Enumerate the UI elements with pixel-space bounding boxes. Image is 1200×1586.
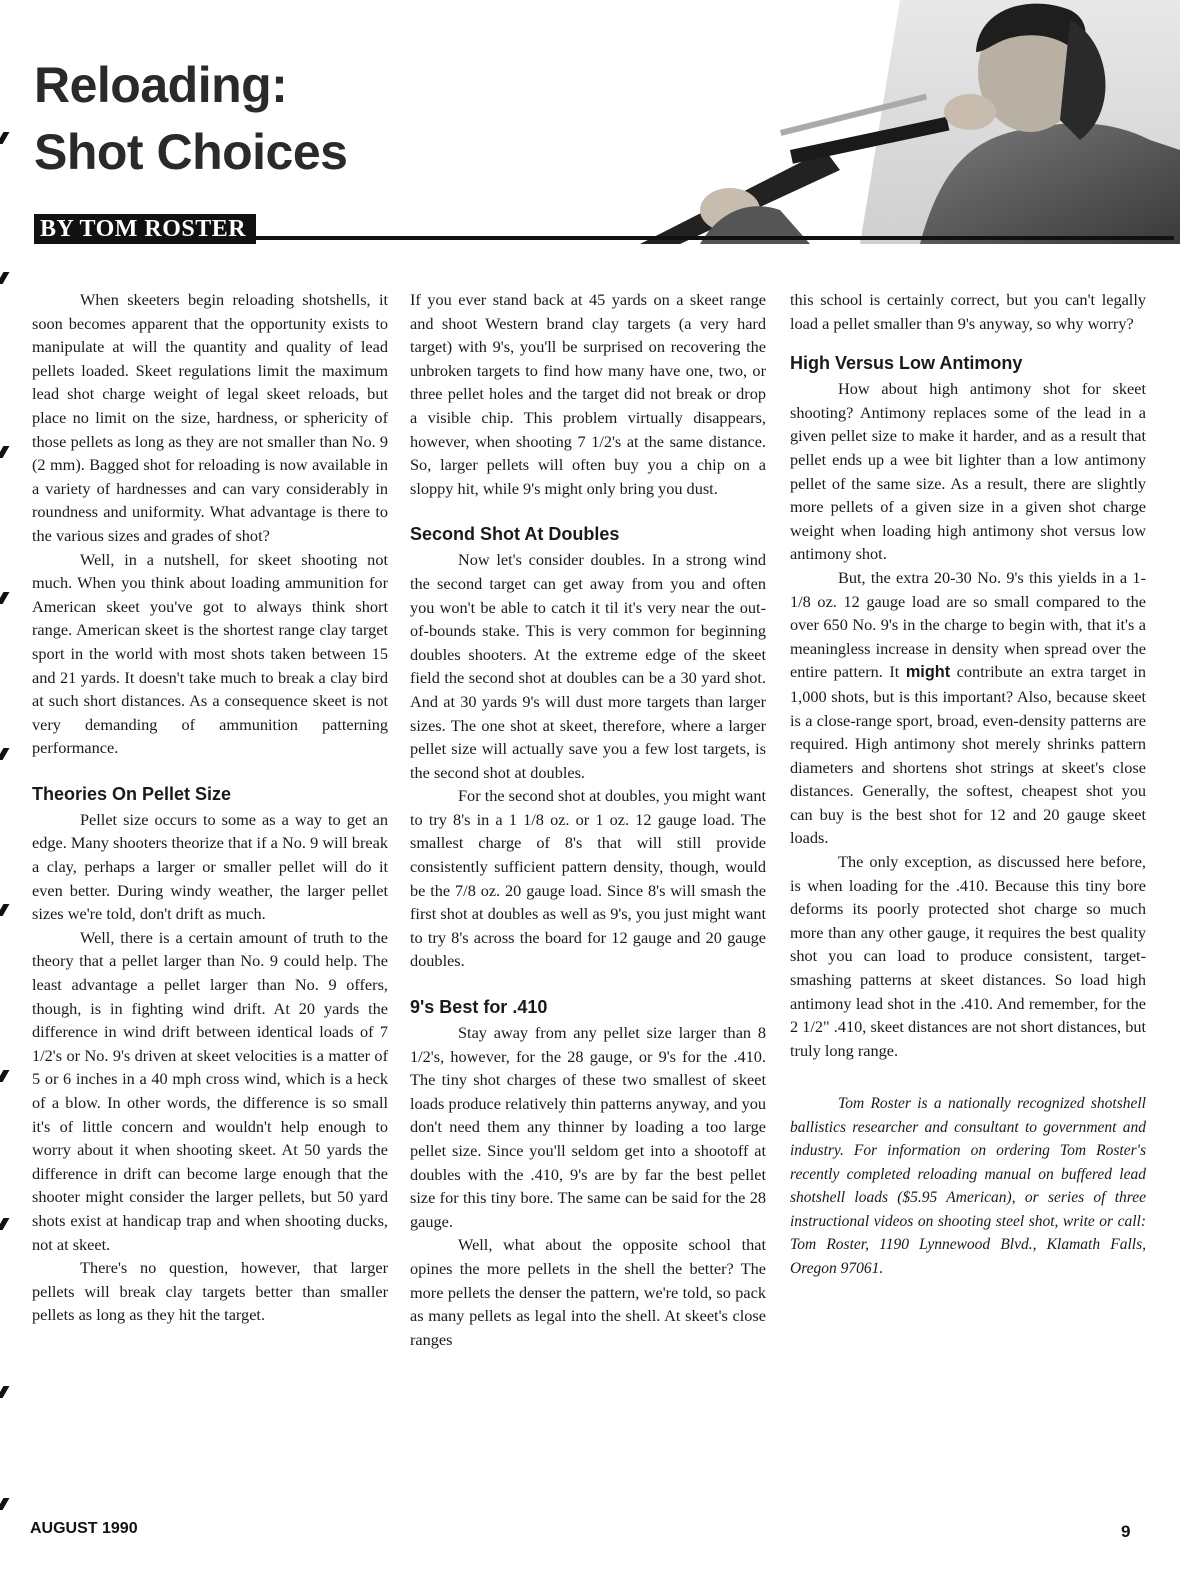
author-bio: Tom Roster is a nationally recognized shotshell ballistics researcher and consultant to government and industry. For information on ordering Tom Roster's recently completed reloading manual on buffered lead shotshell loads ($5.95 American), or series of three instructional videos on shooting steel shot, write or call: Tom Roster, 1190 Lynnewood Blvd., Klamath Falls, Oregon 97061. [790, 1095, 1146, 1277]
paragraph: If you ever stand back at 45 yards on a skeet range and shoot Western brand clay targets (a very hard target) with 9's, you'll be surprised on recovering the unbroken targets to find how many have one, two, or three pellet holes and the target did not break or drop a visible chip. This problem virtually disappears, however, when shooting 7 1/2's at the same distance. So, larger pellets will often buy you a chip on a sloppy hit, while 9's might only bring you dust. [410, 290, 766, 498]
paragraph [790, 566, 1146, 850]
column-3 [790, 288, 1146, 1280]
section-heading: Theories On Pellet Size [32, 783, 232, 804]
article-title [34, 52, 347, 186]
margin-mark [0, 1386, 9, 1398]
section-heading: 9's Best for .410 [410, 997, 548, 1018]
paragraph: Well, in a nutshell, for skeet shooting not much. When you think about loading ammunition for American skeet you've got to always think short range. American skeet is the shortest range clay target sport in the world with most shots taken between 15 and 21 yards. It doesn't take much to break a clay bird at such short distances. As a consequence skeet is not very demanding of ammunition patterning performance. [32, 549, 388, 758]
byline: BY TOM ROSTER [34, 214, 256, 244]
margin-mark [0, 1498, 9, 1510]
text-run: But, the extra 20-30 No. 9's this yields in a 1-1/8 oz. 12 gauge load are so small compared to the over 650 No. 9's in the charge to begin with, that it's a meaningless increase in density when spread over the entire pattern. It [790, 567, 1146, 682]
paragraph: The only exception, as discussed here before, is when loading for the .410. Because this tiny bore deforms its poorly protected shot charge so much more than any other gauge, it requires the best quality shot you can load to produce consistent, target-smashing patterns at skeet distances. So load high antimony lead shot in the .410. And remember, for the 2 1/2" .410, skeet distances are not short distances, but truly long range. [790, 852, 1146, 1060]
margin-mark [0, 446, 9, 458]
paragraph: There's no question, however, that larger pellets will break clay targets better than smaller pellets as long as they hit the target. [32, 1258, 388, 1325]
paragraph: Stay away from any pellet size larger than 8 1/2's, however, for the 28 gauge, or 9's for the .410. The tiny shot charges of these two smallest of skeet loads produce relatively thin patterns anyway, and you don't need them any thinner by loading a too large pellet size. Since you'll seldom get into a shootoff at doubles with the .410, 9's are by far the best pellet size for this tiny bore. The same can be said for the 28 gauge. [410, 1023, 766, 1231]
margin-mark [0, 592, 9, 604]
title-line-1: Reloading: [34, 57, 288, 113]
paragraph: For the second shot at doubles, you might want to try 8's in a 1 1/8 oz. or 1 oz. 12 gauge load. The smallest charge of 8's that will still provide consistently sufficient pattern density, though, would be the 7/8 oz. 20 gauge load. Since 8's will smash the first shot at doubles as well as 9's, you just might want to try 8's across the board for 12 gauge and 20 gauge doubles. [410, 786, 766, 971]
author-photo [640, 0, 1180, 244]
margin-mark [0, 748, 9, 760]
margin-mark [0, 904, 9, 916]
paragraph: Pellet size occurs to some as a way to get an edge. Many shooters theorize that if a No. 9 will break a clay, perhaps a larger or smaller pellet will do it even better. During windy weather, the larger pellet sizes we're told, don't drift as much. [32, 809, 388, 924]
column-1 [32, 288, 388, 1327]
paragraph: When skeeters begin reloading shotshells, it soon becomes apparent that the opportunity exists to manipulate at will the quantity and quality of lead pellets loaded. Skeet regulations limit the maximum lead shot charge weight of legal skeet reloads, but place no limit on the size, hardness, or sphericity of those pellets as long as they are not smaller than No. 9 (2 mm). Bagged shot for reloading is now available in a variety of hardnesses and can vary considerably in roundness and uniformity. What advantage is there to the various sizes and grades of shot? [32, 290, 388, 545]
text-run: contribute an extra target in 1,000 shots, but is this important? Also, because skeet is a close-range sport, broad, even-density patterns are required. High antimony shot merely shrinks pattern diameters and shortens shot strings at skeet's close distances. Generally, the softest, cheapest shot you can buy is the best shot for 12 and 20 gauge skeet loads. [790, 662, 1146, 848]
column-2 [410, 288, 766, 1351]
paragraph: Well, what about the opposite school that opines the more pellets in the shell the better? The more pellets the denser the pattern, we're told, so pack as many pellets as legal into the shell. At skeet's close ranges [410, 1235, 766, 1349]
margin-mark [0, 1218, 9, 1230]
section-heading: Second Shot At Doubles [410, 524, 620, 545]
paragraph: Well, there is a certain amount of truth to the theory that a pellet larger than No. 9 could help. The least advantage a pellet larger than No. 9 offers, though, is in fighting wind drift. At 20 yards the difference in wind drift between identical loads of 7 1/2's or No. 9's driven at skeet velocities is a matter of 5 or 6 inches in a 40 mph cross wind, which is a heck of a blow. In other words, the difference is so small it's of little concern and wouldn't help enough to worry about it when shooting skeet. At 50 yards the difference in drift can become large enough that the shooter might consider the larger pellets, but 50 yard shots exist at handicap trap and when shooting ducks, not at skeet. [32, 927, 388, 1254]
paragraph: How about high antimony shot for skeet shooting? Antimony replaces some of the lead in a given pellet size to make it harder, and as a result that pellet ends up a wee bit lighter than a low antimony pellet of the same size. As a result, there are slightly more pellets of a given size in a given shot charge weight when loading high antimony shot versus low antimony shot. [790, 379, 1146, 564]
margin-mark [0, 272, 9, 284]
page-number: 9 [1121, 1522, 1131, 1541]
margin-mark [0, 132, 9, 144]
section-heading: High Versus Low Antimony [790, 353, 1023, 374]
title-line-2: Shot Choices [34, 124, 348, 180]
issue-date: AUGUST 1990 [30, 1520, 138, 1537]
paragraph: this school is certainly correct, but you can't legally load a pellet smaller than 9's anyway, so why worry? [790, 290, 1146, 333]
paragraph: Now let's consider doubles. In a strong wind the second target can get away from you and often you won't be able to catch it til it's very near the out-of-bounds stake. This is very common for beginning doubles shooters. At the extreme edge of the skeet field the second shot at doubles can be a 30 yard shot. And at 30 yards 9's will dust more targets than larger sizes. The one shot at skeet, therefore, where a larger pellet size will actually save you a few lost targets, is the second shot at doubles. [410, 550, 766, 782]
emphasis: might [905, 663, 951, 682]
margin-mark [0, 1070, 9, 1082]
